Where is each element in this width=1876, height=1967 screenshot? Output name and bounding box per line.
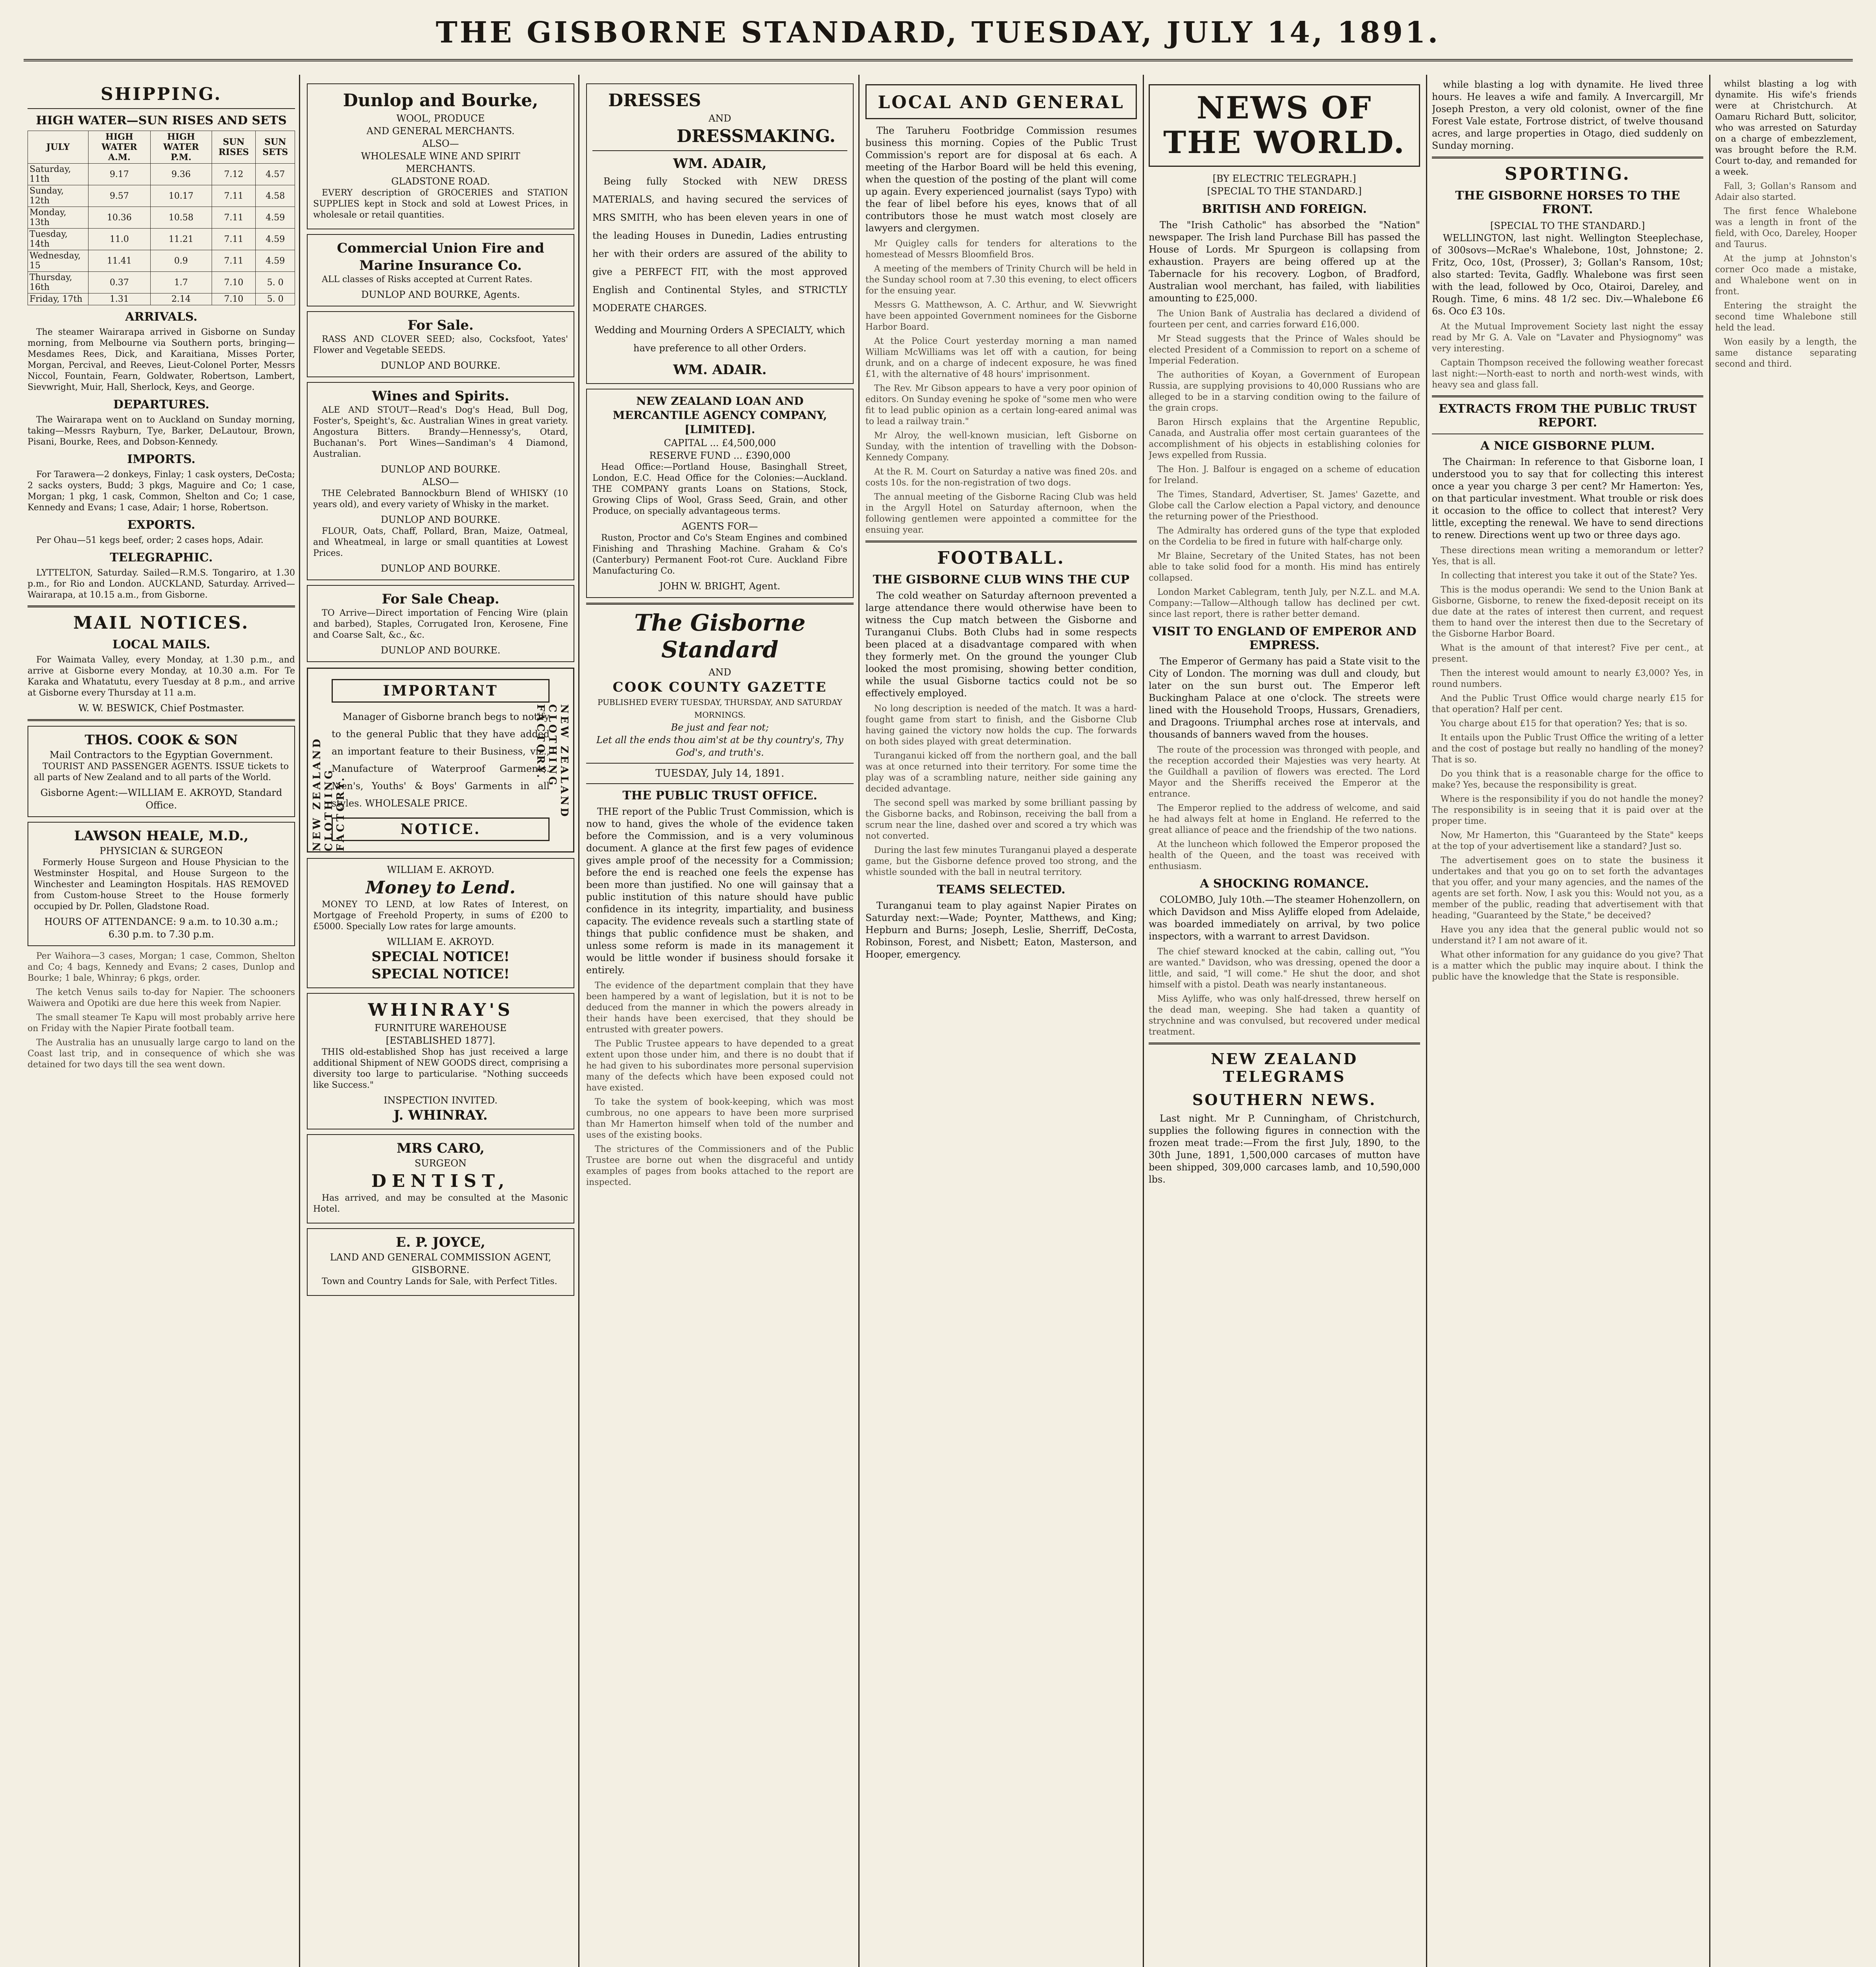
nz-telegrams-heading: NEW ZEALAND TELEGRAMS [1211, 1050, 1358, 1085]
tides-cell: 7.10 [212, 272, 256, 293]
seed-title: For Sale. [408, 317, 474, 333]
column-divider [578, 75, 579, 1967]
column-divider [1709, 75, 1710, 1967]
bannockburn-body: THE Celebrated Bannockburn Blend of WHISKY (10 years old), and every variety of Whisky in the market. [313, 489, 568, 509]
heale-subtitle: PHYSICIAN & SURGEON [100, 845, 223, 856]
narrow-continued-text: whilst blasting a log with dynamite. His wife's friends were at Christchurch. At Oamaru Richard Butt, solicitor, who was arrested on Saturday on a charge of embezzlement, was brought before the R.M. Court to-day, and remanded for a week. [1715, 79, 1857, 177]
whinray-sub: FURNITURE WAREHOUSE [374, 1022, 507, 1033]
tides-cell: 2.14 [150, 293, 212, 305]
imports-heading: IMPORTS. [127, 452, 196, 466]
arrivals-text: The steamer Wairarapa arrived in Gisborne on Sunday morning, from Melbourne via Southern ports, bringing—Mesdames Rees, Dick, and Karaitiana, Misses Porter, Morgan, Percival, and Reeves, Lieut-Colonel Porter, Messrs Niccol, Fountain, Fearn, Goldwater, Robertson, Lambert, Sievwright, Muir, Hall, Sherlock, Keys, and George. [28, 327, 295, 392]
tides-cell: 5. 0 [256, 272, 295, 293]
column-local-news [865, 79, 1137, 1967]
joyce-body: Town and Country Lands for Sale, with Perfect Titles. [322, 1277, 557, 1286]
whinray-sign: J. WHINRAY. [393, 1107, 488, 1123]
tides-header-cell: JULY [28, 131, 89, 164]
tides-cell: 11.41 [88, 250, 150, 272]
important-banner: IMPORTANT [332, 679, 550, 703]
money-agent: WILLIAM E. AKROYD. [387, 864, 494, 875]
tides-cell: 7.11 [212, 250, 256, 272]
cheap-title: For Sale Cheap. [382, 591, 500, 607]
shipping-heading: SHIPPING. [100, 84, 222, 104]
imports-text: For Tarawera—2 donkeys, Finlay; 1 cask oysters, DeCosta; 2 sacks oysters, Budd; 3 pkgs, Maguire and Co; 1 case, Morgan; 1 pkg, 1 cask, Common, Shelton and Co; 1 case, Kennedy and Evans; 1 case, Adair; 1 horse, Robertson. [28, 470, 295, 513]
filler-text: At the Mutual Improvement Society last night the essay read by Mr G. A. Vale on "Lavater and Physiognomy" was very interesting. Captain Thompson received the following weather forecast last night:—North-east to north and north-west winds, with heavy sea and glass fall. [1432, 322, 1703, 390]
tides-cell: 1.31 [88, 293, 150, 305]
tides-cell: 1.7 [150, 272, 212, 293]
tides-cell: 11.0 [88, 229, 150, 250]
tides-cell: Friday, 17th [28, 293, 89, 305]
visit-heading: VISIT TO ENGLAND OF EMPEROR AND EMPRESS. [1152, 625, 1417, 652]
visit-text: The Emperor of Germany has paid a State visit to the City of London. The morning was dull and cloudy, but later on the sun burst out. The Emperor left Buckingham Palace at one o'clock. The streets were lined with the Household Troops, Hussars, Grenadiers, and Dragoons. Triumphal arches rose at intervals, and thousands of banners waved from the houses. [1149, 656, 1420, 740]
tides-cell: 0.37 [88, 272, 150, 293]
cheap-advert [307, 585, 574, 662]
tides-cell: 7.11 [212, 207, 256, 229]
adair-body: Being fully Stocked with NEW DRESS MATERIALS, and having secured the services of MRS SMITH, who has been eleven years in one of the leading Houses in Dunedin, Ladies entrusting her with their orders are assured of the ability to give a PERFECT FIT, with the most approved English and Continental Styles, and STRICTLY MODERATE CHARGES. [592, 176, 847, 314]
heale-hours: HOURS OF ATTENDANCE: 9 a.m. to 10.30 a.m.; 6.30 p.m. to 7.30 p.m. [44, 916, 279, 940]
teams-text: Turanganui team to play against Napier Pirates on Saturday next:—Wade; Poynter, Matthews, and King; Hepburn and Burns; Joseph, Leslie, Sherriff, DeCosta, Robinson, Forest, and Nisbett; Eaton, Masterson, and Hooper, emergency. [865, 900, 1137, 960]
tides-cell: 10.36 [88, 207, 150, 229]
extracts-heading: EXTRACTS FROM THE PUBLIC TRUST REPORT. [1439, 402, 1697, 430]
filler-text: Per Waihora—3 cases, Morgan; 1 case, Common, Shelton and Co; 4 bags, Kennedy and Evans; 2 cases, Dunlop and Bourke; 1 bale, Whinray; 6 pkgs, order. The ketch Venus sails to-day for Napier. The schooners Waiwera and Opotiki are due here this week from Napier. The small steamer Te Kapu will most probably arrive here on Friday with the Napier Pirate football team. The Australia has an unusually large cargo to land on the Coast last trip, and in consequence of which she was detained for two days till the sea went down. [28, 951, 295, 1070]
mail-subheading: LOCAL MAILS. [112, 638, 210, 651]
column-divider [858, 75, 860, 1967]
nzloan-agents: Ruston, Proctor and Co's Steam Engines and combined Finishing and Thrashing Machine. Graham & Co's (Canterbury) Permanent Foot-rot Cure. Auckland Fibre Manufacturing Co. [592, 533, 847, 576]
departures-heading: DEPARTURES. [113, 398, 210, 411]
tides-cell: 4.58 [256, 185, 295, 207]
news-title: NEWS OF THE WORLD. [1163, 90, 1406, 161]
money-sign: WILLIAM E. AKROYD. [387, 936, 494, 947]
dress-line-3: DRESSMAKING. [676, 126, 836, 146]
arrivals-heading: ARRIVALS. [125, 310, 197, 324]
caro-body: Has arrived, and may be consulted at the Masonic Hotel. [313, 1193, 568, 1214]
tides-table [28, 131, 295, 305]
caro-sub2: DENTIST, [371, 1171, 510, 1191]
dunlop-line: AND GENERAL MERCHANTS. [366, 125, 515, 137]
column-divider [1143, 75, 1144, 1967]
paper-subtitle: COOK COUNTY GAZETTE [612, 679, 827, 695]
column-divider [299, 75, 300, 1967]
dunlop-line: MERCHANTS. [406, 163, 476, 174]
cook-subtitle: Mail Contractors to the Egyptian Government. [50, 749, 273, 760]
whinray-invite: INSPECTION INVITED. [384, 1095, 498, 1106]
tides-header-cell: SUN SETS [256, 131, 295, 164]
plum-text: The Chairman: In reference to that Gisborne loan, I understood you to say that for collecting this interest once a year you charge 3 per cent? Mr Hamerton: Yes, on that particular investment. What trouble or risk does it occasion to the office to collect that interest? Very little, excepting the renewal. We have to send directions to renew. Directions went up two or three days ago. [1432, 456, 1703, 541]
column-shipping [28, 79, 295, 1967]
tides-row [28, 164, 295, 185]
paper-publication: PUBLISHED EVERY TUESDAY, THURSDAY, AND SATURDAY MORNINGS. [597, 697, 843, 720]
tides-cell: Tuesday, 14th [28, 229, 89, 250]
cook-agent: Gisborne Agent:—WILLIAM E. AKROYD, Standard Office. [40, 787, 282, 811]
money-title: Money to Lend. [365, 878, 516, 898]
shocking-heading: A SHOCKING ROMANCE. [1200, 877, 1369, 891]
filler-text: The evidence of the department complain that they have been hampered by a want of legislation, but it is not to be deduced from the manner in which the powers already in their hands have been exercised, that they should be entrusted with greater powers. The Public Trustee appears to have depended to a great extent upon those under him, and there is no doubt that if he had given to his subordinates more personal supervision many of the defects which have been exposed could not have existed. To take the system of book-keeping, which was most cumbrous, no one appears to have been more surprised than Mr Hamerton himself when told of the number and uses of the existing books. The strictures of the Commissioners and of the Public Trustee are borne out when the disgraceful and untidy examples of pages from books attached to the report are inspected. [586, 981, 854, 1187]
editorial-heading: THE PUBLIC TRUST OFFICE. [622, 789, 817, 803]
tides-header-cell: HIGH WATER P.M. [150, 131, 212, 164]
news-byline: [BY ELECTRIC TELEGRAPH.] [1212, 173, 1356, 184]
special-notice: SPECIAL NOTICE! [371, 966, 510, 982]
tides-cell: Thursday, 16th [28, 272, 89, 293]
heale-title: LAWSON HEALE, M.D., [74, 828, 249, 844]
caro-advert [307, 1134, 574, 1223]
tides-row [28, 207, 295, 229]
column-narrow [1715, 79, 1857, 1967]
football-subheading: THE GISBORNE CLUB WINS THE CUP [873, 573, 1130, 587]
column-editorial [586, 79, 854, 1967]
cu-title: Commercial Union Fire and Marine Insurance Co. [337, 240, 544, 273]
tides-cell: 0.9 [150, 250, 212, 272]
tides-cell: 7.11 [212, 185, 256, 207]
adair-advert [586, 83, 854, 384]
clothing-left-label: NEW ZEALAND CLOTHING FACTORY. [311, 736, 347, 851]
dunlop-line: GLADSTONE ROAD. [391, 176, 490, 187]
tides-row [28, 250, 295, 272]
tides-row [28, 185, 295, 207]
cheap-body: TO Arrive—Direct importation of Fencing Wire (plain and barbed), Staples, Corrugated Iron, Kerosene, Fine and Coarse Salt, &c., &c. [313, 608, 568, 640]
sporting-text: WELLINGTON, last night. Wellington Steeplechase, of 300sovs—McRae's Whalebone, 10st, Johnstone; 2. Fritz, Oco, 10st, (Prosser), 3; Gollan's Ransom, 10st; also started: Tevita, Gadfly. Whalebone was first seen with the lead, followed by Oco, Otairoi, Dareley, and Rough. Time, 6 mins. 48 1/2 sec. Div.—Whalebone £6 6s. Oco £3 10s. [1432, 232, 1703, 317]
nzloan-reserve: RESERVE FUND ... £390,000 [649, 450, 791, 461]
cu-body: ALL classes of Risks accepted at Current Rates. [322, 275, 533, 284]
joyce-sub: LAND AND GENERAL COMMISSION AGENT, [330, 1252, 552, 1263]
news-special: [SPECIAL TO THE STANDARD.] [1207, 186, 1362, 197]
flour-body: FLOUR, Oats, Chaff, Pollard, Bran, Maize, Oatmeal, and Wheatmeal, in large or small quantities at Lowest Prices. [313, 526, 568, 558]
whinray-advert [307, 993, 574, 1129]
local-text: The Taruheru Footbridge Commission resumes business this morning. Copies of the Public Trust Commission's report are for disposal at 6s each. A meeting of the Harbor Board will be held this evening, when the question of the posting of the plant will come up again. Every experienced journalist (says Typo) with the fear of libel before his eyes, knows that of all contributors those he must watch most closely are lawyers and clergymen. [865, 125, 1137, 234]
clothing-advert [307, 668, 574, 852]
nzloan-body: Head Office:—Portland House, Basinghall Street, London, E.C. Head Office for the Colonies:—Auckland. THE COMPANY grants Loans on Stations, Stock, Growing Clips of Wool, Grass Seed, Grain, and other Produce, on specially advantageous terms. [592, 462, 847, 516]
paper-motto-2: Let all the ends thou aim'st at be thy country's, Thy God's, and truth's. [596, 734, 843, 758]
column-world-news [1149, 79, 1420, 1967]
tides-cell: 10.17 [150, 185, 212, 207]
bannockburn-sign: DUNLOP AND BOURKE. [380, 514, 501, 525]
commercial-union-advert [307, 234, 574, 306]
whinray-title: WHINRAY'S [368, 1000, 513, 1020]
flour-sign: DUNLOP AND BOURKE. [380, 563, 501, 574]
mail-signature: W. W. BESWICK, Chief Postmaster. [78, 703, 245, 714]
notice-banner: NOTICE. [332, 817, 550, 841]
filler-text: These directions mean writing a memorandum or letter? Yes, that is all. In collecting that interest you take it out of the State? Yes. This is the modus operandi: We send to the Union Bank at Gisborne, Gisborne, to renew the fixed-deposit receipt on its due date at the rates of interest then current, and request them to hand over the interest then due to the Secretary of the Gisborne Harbor Board. What is the amount of that interest? Five per cent., at present. Then the interest would amount to nearly £3,000? Yes, in round numbers. And the Public Trust Office would charge nearly £15 for that operation? Half per cent. You charge about £15 for that operation? Yes; that is so. It entails upon the Public Trust Office the writing of a letter and the cost of postage but really no handling of the money? That is so. Do you think that is a reasonable charge for the office to make? Yes, because the responsibility is great. Where is the responsibility if you do not handle the money? The responsibility is in seeing that it is paid over at the proper time. Now, Mr Hamerton, this "Guaranteed by the State" keeps at the top of your advertisement like a standard? Just so. The advertisement goes on to state the business it undertakes and that you go on to set forth the advantages that you offer, and your many agencies, and the names of the agents are set forth. Now, I ask you this: Would not you, as a member of the public, reading that advertisement with that heading, "Guaranteed by the State," be deceived? Have you any idea that the general public would not so understand it? I am not aware of it. What other information for any guidance do you give? That is a matter which the public may inquire about. I think the public have the knowledge that the State is responsible. [1432, 546, 1703, 982]
joyce-advert [307, 1228, 574, 1296]
wines-also: ALSO— [422, 476, 459, 487]
heale-body: Formerly House Surgeon and House Physician to the Westminster Hospital, and House Surgeon to the Winchester and Leamington Hospitals. HAS REMOVED from Custom-house Street to the House formerly occupied by Dr. Pollen, Gladstone Road. [34, 858, 289, 912]
nzloan-agents-head: AGENTS FOR— [682, 521, 758, 532]
filler-text: The chief steward knocked at the cabin, calling out, "You are wanted." Davidson, who was dressing, opened the door a little, and said, "I will come." He shut the door, and shot himself with a pistol. Death was nearly instantaneous. Miss Ayliffe, who was only half-dressed, threw herself on the dead man, weeping. She had taken a quantity of strychnine and was convulsed, but recovered under medical treatment. [1149, 947, 1420, 1037]
filler-text: The route of the procession was thronged with people, and the reception accorded their Majesties was very hearty. At the Guildhall a pavilion of flowers was erected. The Lord Mayor and the Sheriffs received the Emperor at the entrance. The Emperor replied to the address of welcome, and said he had always felt at home in England. He referred to the great alliance of peace and the friendship of the two nations. At the luncheon which followed the Emperor proposed the health of the Queen, and the toast was received with enthusiasm. [1149, 745, 1420, 871]
wines-body: ALE AND STOUT—Read's Dog's Head, Bull Dog, Foster's, Speight's, &c. Australian Wines in great variety. Angostura Bitters. Brandy—Hennessy's, Otard, Buchanan's. Port Wines—Sandiman's 4 Diamond, Australian. [313, 405, 568, 459]
tides-cell: 9.17 [88, 164, 150, 185]
column-adverts [307, 79, 574, 1967]
tides-cell: 4.59 [256, 250, 295, 272]
dress-line-2: AND [708, 113, 731, 124]
telegraphic-heading: TELEGRAPHIC. [110, 551, 213, 565]
local-heading: LOCAL AND GENERAL [878, 92, 1125, 113]
tides-cell: Saturday, 11th [28, 164, 89, 185]
wines-sign: DUNLOP AND BOURKE. [380, 464, 501, 475]
tides-cell: 7.10 [212, 293, 256, 305]
tides-cell: 9.57 [88, 185, 150, 207]
exports-heading: EXPORTS. [127, 518, 196, 532]
seed-sign: DUNLOP AND BOURKE. [380, 360, 501, 371]
dunlop-title: Dunlop and Bourke, [343, 90, 539, 111]
continued-text: while blasting a log with dynamite. He lived three hours. He leaves a wife and family. A Invercargill, Mr Joseph Preston, a very old colonist, owner of the fine Forest Vale estate, Fortrose district, of twelve thousand acres, and large properties in Otago, died suddenly on Sunday morning. [1432, 79, 1703, 151]
money-body: MONEY TO LEND, at low Rates of Interest, on Mortgage of Freehold Property, in sums of £200 to £5000. Specially Low rates for large amounts. [313, 900, 568, 932]
football-text: The cold weather on Saturday afternoon prevented a large attendance there would otherwise have been to witness the Cup match between the Gisborne and Turanganui Clubs. Both Clubs had in some respects been placed at a disadvantage compared with when they formerly met. On the ground the younger Club looked the most promising, showing better condition, while the usual Gisborne tactics could not be so effectively employed. [865, 590, 1137, 699]
nzloan-capital: CAPITAL ... £4,500,000 [664, 437, 776, 448]
mail-heading: MAIL NOTICES. [73, 613, 249, 633]
whinray-body: THIS old-established Shop has just received a large additional Shipment of NEW GOODS direct, comprising a diversity too large to particularise. "Nothing succeeds like Success." [313, 1047, 568, 1090]
cook-title: THOS. COOK & SON [85, 732, 238, 748]
caro-sub1: SURGEON [414, 1158, 467, 1169]
masthead-title: THE GISBORNE STANDARD, TUESDAY, JULY 14, 1891. [435, 16, 1441, 50]
tides-cell: Wednesday, 15 [28, 250, 89, 272]
clothing-right-label: NEW ZEALAND CLOTHING FACTORY. [535, 704, 570, 819]
mail-text: For Waimata Valley, every Monday, at 1.30 p.m., and arrive at Gisborne every Monday, at 10.30 a.m. For Te Karaka and Whatatutu, every Tuesday at 8 p.m., and arrive at Gisborne every Thursday at 11 a.m. [28, 655, 295, 698]
nzloan-title: NEW ZEALAND LOAN AND MERCANTILE AGENCY COMPANY, [LIMITED]. [612, 395, 827, 436]
wines-advert [307, 382, 574, 580]
tides-row [28, 272, 295, 293]
southern-text: Last night. Mr P. Cunningham, of Christchurch, supplies the following figures in connection with the frozen meat trade:—From the first July, 1890, to the 30th June, 1891, 1,500,000 carcases of mutton have been shipped, 309,000 carcases lamb, and 10,590,000 lbs. [1149, 1113, 1420, 1185]
column-divider [1426, 75, 1427, 1967]
editorial-text: THE report of the Public Trust Commission, which is now to hand, gives the whole of the evidence taken before the Commission, and is a very voluminous document. A glance at the first few pages of evidence gives ample proof of the necessity for a Commission; before the end is reached one feels the expense has been more than justified. No one will gainsay that a public institution of this nature should have public confidence in its integrity, impartiality, and business capacity. The evidence reveals such a startling state of things that public confidence must be shaken, and unless some reform is made in its management it would be little wonder if business should forsake it entirely. [586, 806, 854, 976]
dress-line-1: DRESSES [608, 90, 701, 111]
tides-title: HIGH WATER—SUN RISES AND SETS [36, 114, 287, 127]
money-advert [307, 858, 574, 988]
telegraphic-text: LYTTELTON, Saturday. Sailed—R.M.S. Tongariro, at 1.30 p.m., for Rio and London. AUCKLAND, Saturday. Arrived—Wairarapa, at 10.15 a.m., from Gisborne. [28, 568, 295, 600]
tides-row [28, 229, 295, 250]
tides-cell: 11.21 [150, 229, 212, 250]
shocking-text: COLOMBO, July 10th.—The steamer Hohenzollern, on which Davidson and Miss Ayliffe eloped from Adelaide, was boarded immediately on arrival, by two police inspectors, with a warrant to arrest Davidson. [1149, 894, 1420, 942]
seed-body: RASS AND CLOVER SEED; also, Cocksfoot, Yates' Flower and Vegetable SEEDS. [313, 334, 568, 355]
tides-cell: 7.12 [212, 164, 256, 185]
paper-motto-1: Be just and fear not; [671, 722, 769, 733]
masthead-rule [24, 59, 1853, 61]
tides-cell: 4.59 [256, 229, 295, 250]
joyce-place: GISBORNE. [411, 1264, 470, 1275]
cook-body: TOURIST AND PASSENGER AGENTS. ISSUE tickets to all parts of New Zealand and to all parts of the World. [34, 762, 289, 782]
southern-heading: SOUTHERN NEWS. [1192, 1091, 1377, 1109]
whinray-est: [ESTABLISHED 1877]. [386, 1035, 496, 1046]
joyce-title: E. P. JOYCE, [396, 1234, 485, 1250]
wines-title: Wines and Spirits. [372, 388, 509, 404]
adair-sign: WM. ADAIR. [673, 362, 767, 378]
cu-agents: DUNLOP AND BOURKE, Agents. [361, 289, 520, 300]
column-sporting [1432, 79, 1703, 1967]
dunlop-line: WHOLESALE WINE AND SPIRIT [361, 151, 520, 162]
filler-text: No long description is needed of the match. It was a hard-fought game from start to finish, and the Gisborne Club having gained the victory now holds the cup. The forwards on both sides played with great determination. Turanganui kicked off from the northern goal, and the ball was at once returned into their territory. For some time the play was of a scrambling nature, neither side gaining any decided advantage. The second spell was marked by some brilliant passing by the Gisborne backs, and Robinson, receiving the ball from a scrum near the line, dashed over and scored a try which was not converted. During the last few minutes Turanganui played a desperate game, but the Gisborne defence proved too strong, and the whistle sounded with the ball in neutral territory. [865, 704, 1137, 877]
tides-cell: 7.11 [212, 229, 256, 250]
filler-text: The Union Bank of Australia has declared a dividend of fourteen per cent, and carries forward £16,000. Mr Stead suggests that the Prince of Wales should be elected President of a Commission to report on a scheme of Imperial Federation. The authorities of Koyan, a Government of European Russia, are supplying provisions to 40,000 Russians who are alleged to be in a starving condition owing to the failure of the grain crops. Baron Hirsch explains that the Argentine Republic, Canada, and Australia offer most certain guarantees of the accomplishment of his objects in establishing colonies for Jews expelled from Russia. The Hon. J. Balfour is engaged on a scheme of education for Ireland. The Times, Standard, Advertiser, St. James' Gazette, and Globe call the Carlow election a Papal victory, and denounce the returning power of the Priesthood. The Admiralty has ordered guns of the type that exploded on the Cordelia to be fired in future with half-charge only. Mr Blaine, Secretary of the United States, has not been able to take solid food for a month. His mind has entirely collapsed. London Market Cablegram, tenth July, per N.Z.L. and M.A. Company:—Tallow—Although tallow has declined per cwt. since last report, there is rather better demand. [1149, 309, 1420, 619]
heale-advert [28, 822, 295, 946]
tides-header-cell: HIGH WATER A.M. [88, 131, 150, 164]
departures-text: The Wairarapa went on to Auckland on Sunday morning, taking—Messrs Rayburn, Tye, Barker, DeLautour, Brown, Pisani, Bourke, Rees, and Dobson-Kennedy. [28, 415, 295, 447]
sporting-heading: SPORTING. [1505, 164, 1631, 184]
issue-date: TUESDAY, July 14, 1891. [655, 768, 784, 779]
nzloan-sign: JOHN W. BRIGHT, Agent. [659, 581, 780, 592]
tides-cell: 4.59 [256, 207, 295, 229]
adair-name: WM. ADAIR, [673, 156, 767, 172]
filler-text: Fall, 3; Gollan's Ransom and Adair also started. The first fence Whalebone was a length in front of the field, with Oco, Dareley, Hooper and Taurus. At the jump at Johnston's corner Oco made a mistake, and Whalebone went on in front. Entering the straight the second time Whalebone still held the lead. Won easily by a length, the same distance separating second and third. [1715, 181, 1857, 369]
sporting-subheading: THE GISBORNE HORSES TO THE FRONT. [1455, 189, 1680, 216]
paper-title: The Gisborne Standard [634, 609, 806, 663]
dunlop-line: WOOL, PRODUCE [396, 113, 485, 124]
dunlop-advert [307, 83, 574, 229]
teams-heading: TEAMS SELECTED. [937, 883, 1066, 897]
tides-cell: 10.58 [150, 207, 212, 229]
british-text: The "Irish Catholic" has absorbed the "Nation" newspaper. The Irish land Purchase Bill has passed the House of Lords. Mr Spurgeon is collapsing from exhaustion. Prayers are being offered up at the Tabernacle for his recovery. Logbon, of Bradford, Australian wool merchant, has failed, with liabilities amounting to £25,000. [1149, 220, 1420, 304]
sporting-special: [SPECIAL TO THE STANDARD.] [1490, 220, 1645, 231]
tides-cell: Monday, 13th [28, 207, 89, 229]
tides-cell: 5. 0 [256, 293, 295, 305]
dunlop-line: ALSO— [422, 138, 459, 149]
tides-cell: 4.57 [256, 164, 295, 185]
filler-text: Mr Quigley calls for tenders for alterations to the homestead of Messrs Bloomfield Bros. A meeting of the members of Trinity Church will be held in the Sunday school room at 7.30 this evening, to elect officers for the ensuing year. Messrs G. Matthewson, A. C. Arthur, and W. Sievwright have been appointed Government nominees for the Gisborne Harbor Board. At the Police Court yesterday morning a man named William McWilliams was let off with a caution, for being drunk, and on a charge of indecent exposure, he was fined £1, with the alternative of 48 hours' imprisonment. The Rev. Mr Gibson appears to have a very poor opinion of editors. On Sunday evening he spoke of "some men who were fit to lead public opinion as a certain long-eared animal was to lead a railway train." Mr Alroy, the well-known musician, left Gisborne on Sunday, with the intention of travelling with the Dobson-Kennedy Company. At the R. M. Court on Saturday a native was fined 20s. and costs 10s. for the non-registration of two dogs. The annual meeting of the Gisborne Racing Club was held in the Argyll Hotel on Saturday afternoon, when the following gentlemen were appointed a committee for the ensuing year. [865, 239, 1137, 535]
exports-text: Per Ohau—51 kegs beef, order; 2 cases hops, Adair. [36, 535, 264, 545]
seed-advert [307, 311, 574, 377]
plum-heading: A NICE GISBORNE PLUM. [1480, 439, 1655, 453]
tides-header-cell: SUN RISES [212, 131, 256, 164]
adair-wedding: Wedding and Mourning Orders A SPECIALTY, which have preference to all other Orders. [594, 325, 845, 354]
cook-advert [28, 726, 295, 817]
tides-cell: 9.36 [150, 164, 212, 185]
clothing-body: Manager of Gisborne branch begs to notify to the general Public that they have added an important feature to their Business, viz., Manufacture of Waterproof Garments. Men's, Youths' & Boys' Garments in all styles. WHOLESALE PRICE. [332, 711, 550, 809]
special-notice: SPECIAL NOTICE! [371, 949, 510, 965]
tides-row [28, 293, 295, 305]
caro-title: MRS CARO, [397, 1140, 485, 1156]
tides-cell: Sunday, 12th [28, 185, 89, 207]
football-heading: FOOTBALL. [937, 548, 1065, 568]
dunlop-body: EVERY description of GROCERIES and STATION SUPPLIES kept in Stock and sold at Lowest Prices, in wholesale or retail quantities. [313, 188, 568, 220]
paper-and: AND [708, 667, 731, 678]
british-heading: BRITISH AND FOREIGN. [1202, 202, 1367, 216]
cheap-sign: DUNLOP AND BOURKE. [380, 645, 501, 656]
nzloan-advert [586, 389, 854, 598]
